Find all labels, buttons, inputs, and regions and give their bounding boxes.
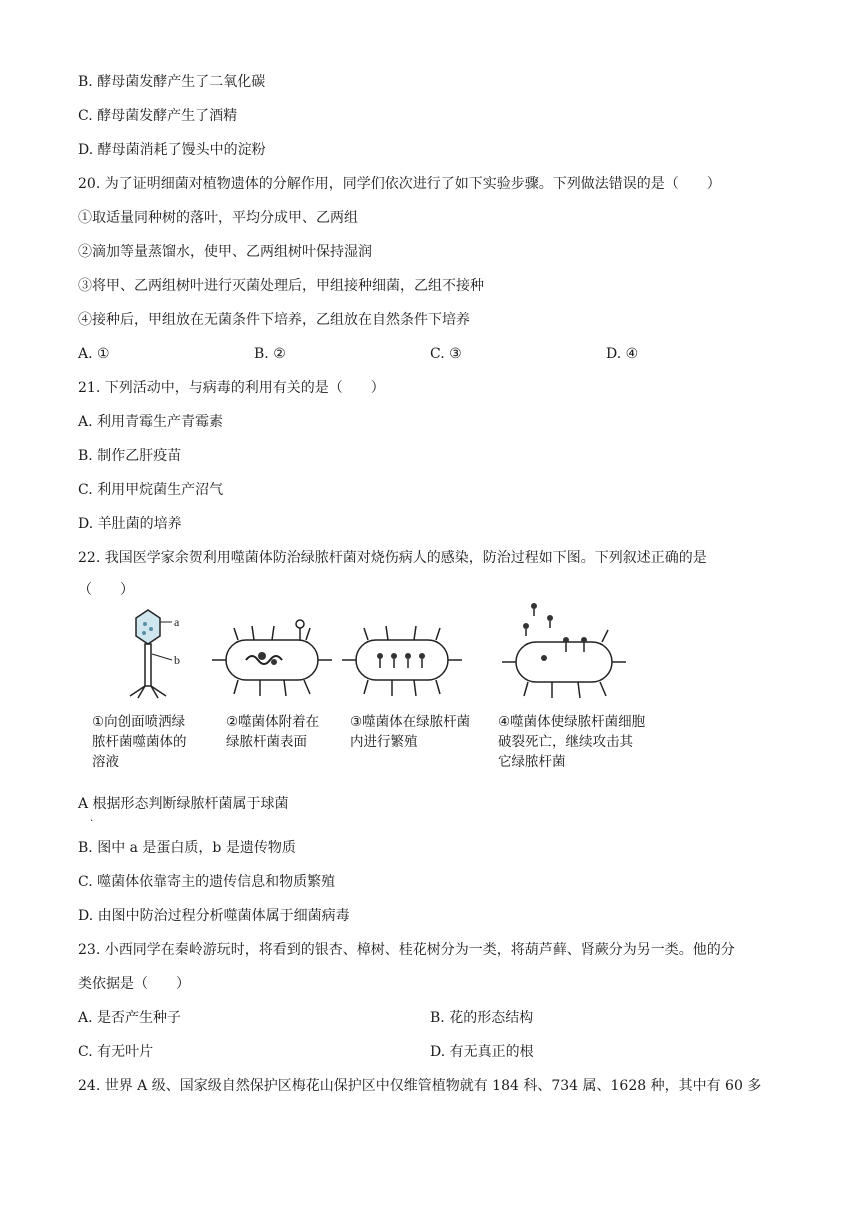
bacterium-attached-icon <box>212 620 332 696</box>
q20-step-1: ①取适量同种树的落叶，平均分成甲、乙两组 <box>78 210 358 226</box>
q22-option-c: C. 噬菌体依靠寄主的遗传信息和物质繁殖 <box>78 874 336 890</box>
q23-stem-line1: 23. 小西同学在秦岭游玩时，将看到的银杏、樟树、桂花树分为一类，将葫芦藓、肾蕨分为另一类。他的分 <box>78 942 735 958</box>
q23-option-b: B. 花的形态结构 <box>430 1010 534 1026</box>
q22-option-a: A 根据形态判断绿脓杆菌属于球菌 <box>78 796 289 812</box>
q24-stem-line1: 24. 世界 A 级、国家级自然保护区梅花山保护区中仅维管植物就有 184 科、734 属、1628 种，其中有 60 多 <box>78 1078 762 1094</box>
q23-option-a: A. 是否产生种子 <box>78 1010 182 1026</box>
phage-diagrams <box>88 600 688 700</box>
bacterium-replication-icon <box>342 626 462 696</box>
q19-option-c: C. 酵母菌发酵产生了酒精 <box>78 108 238 124</box>
caption-step-1: ①向创面喷洒绿 脓杆菌噬菌体的 溶液 <box>92 714 187 770</box>
phage-therapy-figure <box>88 600 688 780</box>
caption-step-3: ③噬菌体在绿脓杆菌 内进行繁殖 <box>350 714 471 750</box>
q23-option-d: D. 有无真正的根 <box>430 1044 534 1060</box>
caption-step-4: ④噬菌体使绿脓杆菌细胞 破裂死亡，继续攻击其 它绿脓杆菌 <box>498 714 646 770</box>
q23-stem-line2: 类依据是（ ） <box>78 976 190 992</box>
q21-stem: 21. 下列活动中，与病毒的利用有关的是（ ） <box>78 380 385 396</box>
q22-option-b: B. 图中 a 是蛋白质，b 是遗传物质 <box>78 840 296 856</box>
q20-step-3: ③将甲、乙两组树叶进行灭菌处理后，甲组接种细菌，乙组不接种 <box>78 278 484 294</box>
stray-dot: . <box>90 813 94 824</box>
q20-option-b: B. ② <box>254 346 286 362</box>
q21-option-b: B. 制作乙肝疫苗 <box>78 448 182 464</box>
label-b: b <box>174 653 180 667</box>
bacterium-lysis-icon <box>502 603 626 698</box>
q21-option-c: C. 利用甲烷菌生产沼气 <box>78 482 224 498</box>
q19-option-d: D. 酵母菌消耗了馒头中的淀粉 <box>78 142 266 158</box>
q21-option-d: D. 羊肚菌的培养 <box>78 516 182 532</box>
q20-step-2: ②滴加等量蒸馏水，使甲、乙两组树叶保持湿润 <box>78 244 372 260</box>
label-a: a <box>174 615 180 629</box>
q20-option-d: D. ④ <box>606 346 639 362</box>
q21-option-a: A. 利用青霉生产青霉素 <box>78 414 224 430</box>
caption-step-2: ②噬菌体附着在 绿脓杆菌表面 <box>226 714 320 750</box>
q20-step-4: ④接种后，甲组放在无菌条件下培养，乙组放在自然条件下培养 <box>78 312 470 328</box>
q22-option-d: D. 由图中防治过程分析噬菌体属于细菌病毒 <box>78 908 350 924</box>
q20-option-a: A. ① <box>78 346 110 362</box>
q19-option-b: B. 酵母菌发酵产生了二氧化碳 <box>78 74 266 90</box>
q20-stem: 20. 为了证明细菌对植物遗体的分解作用，同学们依次进行了如下实验步骤。下列做法错误的是（ ） <box>78 176 721 192</box>
q22-stem-line2: （ ） <box>78 582 134 598</box>
phage-structure-icon <box>130 610 172 698</box>
q23-option-c: C. 有无叶片 <box>78 1044 154 1060</box>
q20-option-c: C. ③ <box>430 346 462 362</box>
q22-stem-line1: 22. 我国医学家余贺利用噬菌体防治绿脓杆菌对烧伤病人的感染，防治过程如下图。下列叙述正确的是 <box>78 550 707 566</box>
